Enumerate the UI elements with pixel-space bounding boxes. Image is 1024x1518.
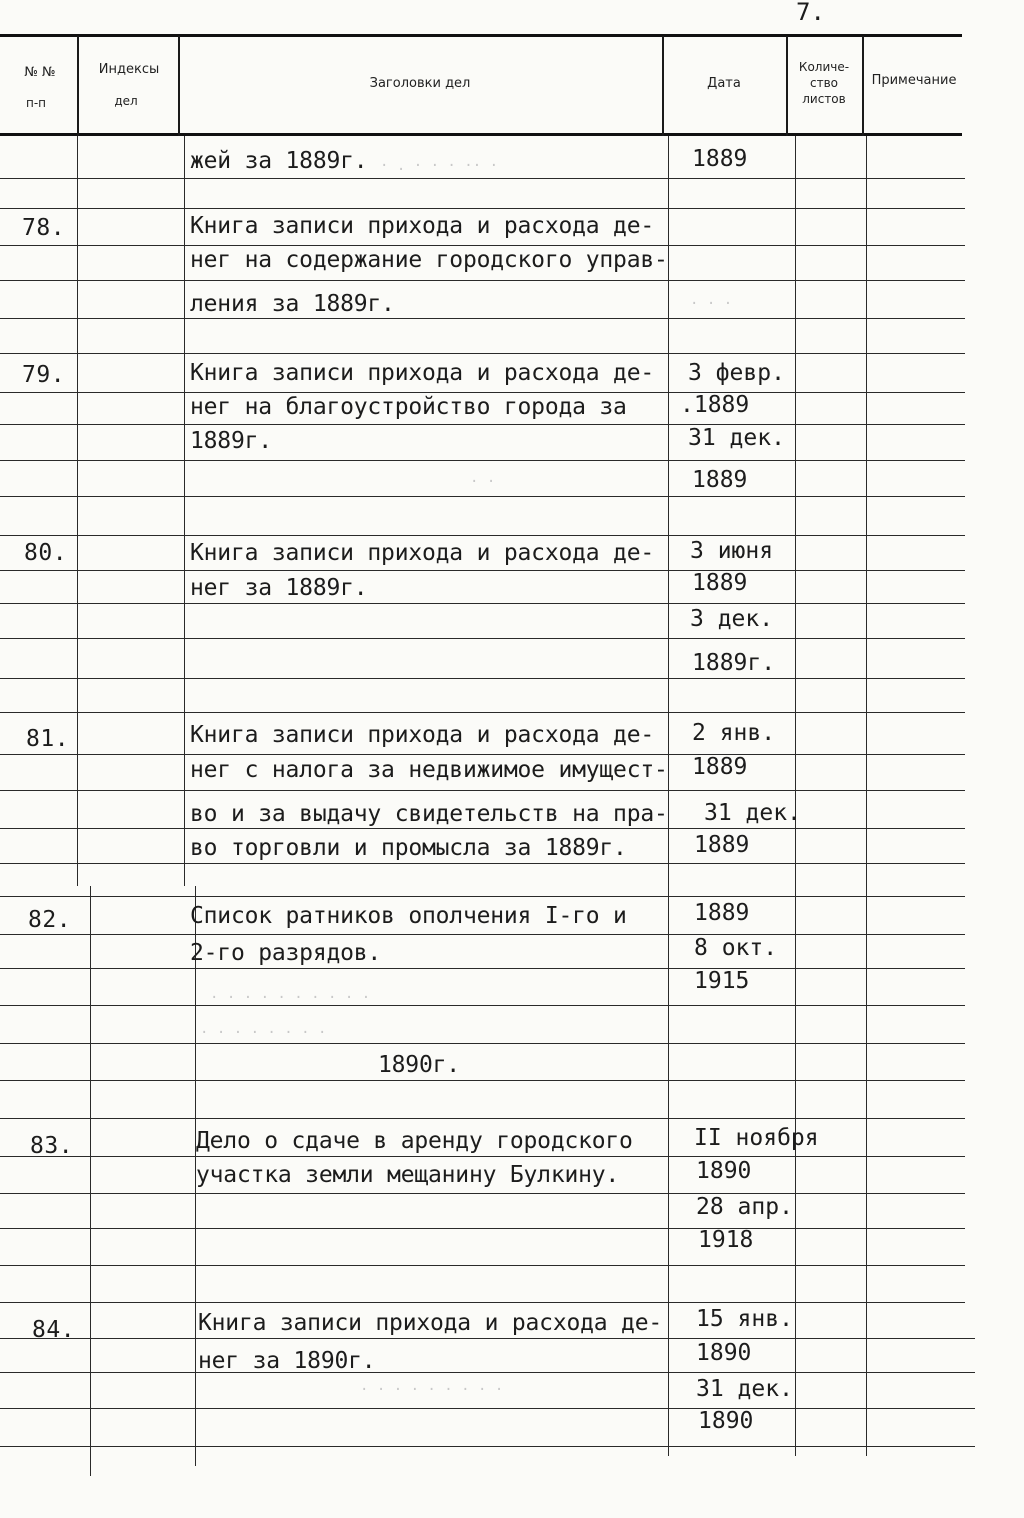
title-line: нег с налога за недвижимое имущест- [190,757,668,783]
header-col-title: Заголовки дел [369,76,471,91]
date-line: 1890 [698,1408,754,1434]
row-rule [0,828,965,829]
header-bottom-rule [0,133,962,136]
row-rule [0,208,965,209]
date-line: 1889 [694,900,750,926]
header-col-date: Дата [707,76,741,91]
row-rule [0,863,965,864]
title-line: Книга записи прихода и расхода де- [190,360,655,386]
title-line: участка земли мещанину Булкину. [196,1162,620,1188]
ghost-mark: · · · · · · · · [200,1025,327,1041]
date-line: 2 янв. [692,720,776,746]
row-rule [0,896,965,897]
col-rule-index-body-a [77,136,78,886]
header-col-number-sub: п-п [25,96,47,110]
row-rule [0,1408,975,1409]
date-line: 3 июня [690,538,774,564]
row-rule [0,1118,965,1119]
row-rule [0,496,965,497]
row-rule [0,603,965,604]
col-rule-index-body-b [90,886,91,1476]
title-line: нег за 1890г. [198,1348,376,1374]
ghost-mark: · · · · · · · · · · [210,990,371,1006]
row-rule [0,353,965,354]
record-number: 83. [30,1133,74,1159]
date-line: 1890 [696,1158,752,1184]
date-line: 1915 [694,968,750,994]
date-line: 1889 [692,570,748,596]
header-col-number: № № [24,65,56,80]
title-line: Список ратников ополчения I-го и [190,903,627,929]
row-rule [0,934,965,935]
title-line: Книга записи прихода и расхода де- [190,213,655,239]
date-line: 31 дек. [688,425,785,451]
date-line: 28 апр. [696,1194,793,1220]
header-top-rule [0,34,962,37]
row-rule [0,1005,965,1006]
page-number: 7. [796,0,825,26]
col-rule-note-header [862,36,864,136]
col-rule-sheets-body [795,136,796,1456]
title-line: Книга записи прихода и расхода де- [190,540,655,566]
row-rule [0,318,965,319]
date-line: 31 дек. [696,1376,793,1402]
title-line: 1889г. [190,428,272,454]
row-rule [0,178,965,179]
row-rule [0,424,965,425]
date-line: 1890 [696,1340,752,1366]
col-rule-title-header [178,36,180,136]
row-rule [0,460,965,461]
row-rule [0,678,965,679]
title-line: Книга записи прихода и расхода де- [198,1310,663,1336]
row-rule [0,280,965,281]
date-line: 8 окт. [694,935,778,961]
date-line: 1889г. [692,650,776,676]
col-rule-date-header [662,36,664,136]
title-line: Дело о сдаче в аренду городского [196,1128,633,1154]
title-line: ления за 1889г. [190,291,395,317]
date-line: .1889 [680,392,750,418]
title-line: жей за 1889г. [190,148,368,174]
ghost-mark: · · · · · · · · · [360,1382,504,1398]
row-rule [0,1302,965,1303]
record-number: 84. [32,1317,76,1343]
date-line: 3 февр. [688,360,785,386]
date-line: 1889 [692,467,748,493]
title-line: во торговли и промысла за 1889г. [190,835,627,861]
ghost-mark: · · · [690,296,733,312]
row-rule [0,1372,975,1373]
date-line: 1918 [698,1227,754,1253]
title-line: нег на содержание городского управ- [190,247,668,273]
row-rule [0,754,965,755]
header-col-note: Примечание [871,73,957,88]
row-rule [0,1193,965,1194]
record-number: 80. [24,540,68,566]
row-rule [0,535,965,536]
date-line: 31 дек. [704,800,801,826]
row-rule [0,1338,975,1339]
row-rule [0,245,965,246]
date-line: II ноября [694,1125,819,1151]
row-rule [0,712,965,713]
record-number: 81. [26,726,70,752]
date-line: 1889 [694,832,750,858]
row-rule [0,1156,965,1157]
title-line: 2-го разрядов. [190,940,382,966]
col-rule-sheets-header [786,36,788,136]
record-number: 79. [22,362,66,388]
row-rule [0,1265,965,1266]
header-col-sheets-2: ство [809,76,838,90]
row-rule [0,968,965,969]
title-line: во и за выдачу свидетельств на пра- [190,801,668,827]
header-col-index-sub: дел [114,94,138,108]
header-col-sheets-1: Количе- [798,60,850,74]
row-rule [0,1446,975,1447]
date-line: 3 дек. [690,606,774,632]
row-rule [0,790,965,791]
record-number: 82. [28,907,72,933]
title-line: 1890г. [378,1052,460,1078]
col-rule-title-body-a [184,136,185,886]
title-line: Книга записи прихода и расхода де- [190,722,655,748]
date-line: 15 янв. [696,1306,793,1332]
col-rule-note-body [866,136,867,1456]
row-rule [0,1043,965,1044]
date-line: 1889 [692,754,748,780]
col-rule-index-header [77,36,79,136]
title-line: нег за 1889г. [190,575,368,601]
row-rule [0,570,965,571]
header-col-sheets-3: листов [802,92,846,106]
record-number: 78. [22,215,66,241]
ghost-mark: · · [470,474,496,490]
row-rule [0,638,965,639]
col-rule-date-body [668,136,669,1456]
ghost-mark: · . · · · ·· · [380,158,499,174]
row-rule [0,1228,965,1229]
title-line: нег на благоустройство города за [190,394,627,420]
row-rule [0,1080,965,1081]
header-col-index: Индексы [98,62,160,77]
row-rule [0,392,965,393]
date-line: 1889 [692,146,748,172]
